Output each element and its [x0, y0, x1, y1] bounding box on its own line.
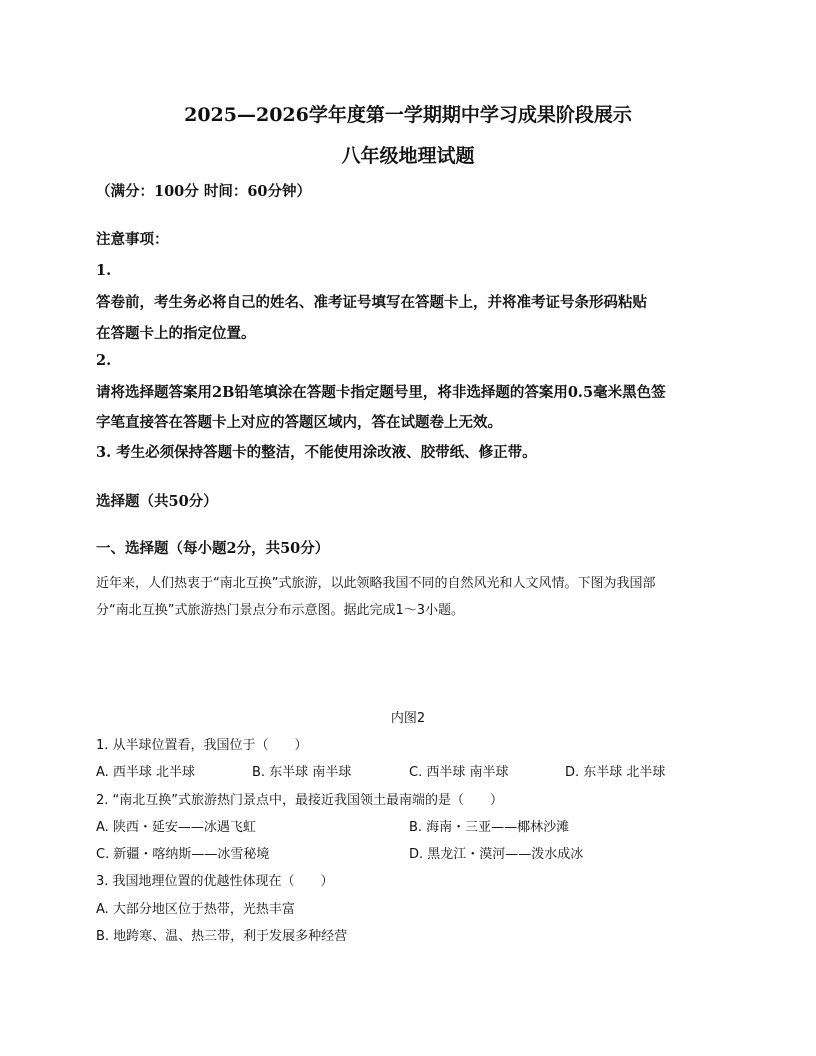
question-2-option-b: B. 海南・三亚——椰林沙滩 [409, 820, 570, 835]
notice-item-1-line-2: 在答题卡上的指定位置。 [96, 325, 256, 342]
notice-number-2: 2. [96, 352, 112, 369]
notice-item-2-line-1: 请将选择题答案用2B铅笔填涂在答题卡指定题号里，将非选择题的答案用0.5毫米黑色签 [96, 384, 666, 401]
notice-heading: 注意事项： [96, 231, 169, 248]
question-2-option-c: C. 新疆・喀纳斯——冰雪秘境 [96, 847, 270, 862]
question-3-option-a: A. 大部分地区位于热带，光热丰富 [96, 902, 295, 917]
question-3-stem: 3. 我国地理位置的优越性体现在（ ） [96, 874, 334, 889]
exam-title: 2025—2026学年度第一学期期中学习成果阶段展示 [184, 104, 632, 126]
question-2-stem: 2. “南北互换”式旅游热门景点中，最接近我国领土最南端的是（ ） [96, 793, 504, 808]
passage-line-2: 分“南北互换”式旅游热门景点分布示意图。据此完成1～3小题。 [96, 603, 465, 618]
notice-item-3: 3. 考生必须保持答题卡的整洁，不能使用涂改液、胶带纸、修正带。 [96, 444, 537, 461]
question-1-option-b: B. 东半球 南半球 [252, 765, 352, 780]
question-1-option-a: A. 西半球 北半球 [96, 765, 196, 780]
part-title: 选择题（共50分） [96, 493, 218, 510]
exam-subtitle: 八年级地理试题 [341, 145, 475, 167]
question-2-option-d: D. 黑龙江・漠河——泼水成冰 [409, 847, 584, 862]
section-title: 一、选择题（每小题2分，共50分） [96, 540, 330, 557]
question-3-option-b: B. 地跨寒、温、热三带，利于发展多种经营 [96, 929, 348, 944]
score-time: （满分：100分 时间：60分钟） [96, 183, 311, 200]
question-1-option-d: D. 东半球 北半球 [565, 765, 666, 780]
notice-item-2-line-2: 字笔直接答在答题卡上对应的答题区域内，答在试题卷上无效。 [96, 414, 502, 431]
notice-item-1-line-1: 答卷前，考生务必将自己的姓名、准考证号填写在答题卡上，并将准考证号条形码粘贴 [96, 294, 647, 311]
question-2-option-a: A. 陕西・延安——冰遇飞虹 [96, 820, 256, 835]
question-1-stem: 1. 从半球位置看，我国位于（ ） [96, 738, 308, 753]
figure-caption: 内图2 [390, 711, 426, 726]
question-1-option-c: C. 西半球 南半球 [409, 765, 509, 780]
passage-line-1: 近年来，人们热衷于“南北互换”式旅游，以此领略我国不同的自然风光和人文风情。下图为我国部 [96, 576, 656, 591]
notice-number-1: 1. [96, 262, 112, 279]
